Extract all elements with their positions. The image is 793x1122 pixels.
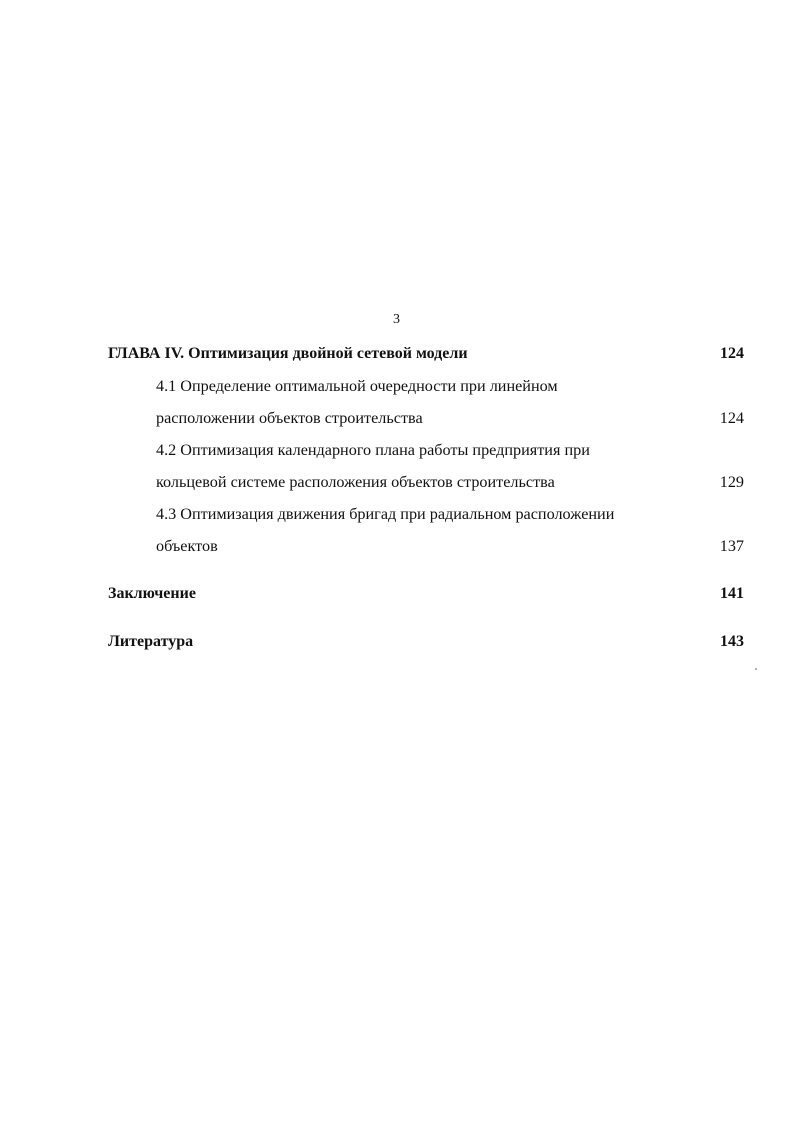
toc-entry-page: 124 bbox=[719, 409, 744, 427]
toc-entry-chapter-4[interactable] bbox=[108, 338, 744, 370]
toc-entry-page: 137 bbox=[719, 537, 744, 555]
toc-entry-title: ГЛАВА IV. Оптимизация двойной сетевой модели bbox=[108, 345, 468, 362]
spacer bbox=[108, 562, 744, 578]
toc-entry-section-4-2[interactable] bbox=[108, 466, 744, 498]
table-of-contents bbox=[108, 338, 744, 658]
toc-entry-title: кольцевой системе расположения объектов строительства bbox=[156, 473, 555, 491]
toc-entry-section-4-1-line1[interactable]: 4.1 Определение оптимальной очередности при линейном bbox=[156, 377, 558, 395]
toc-entry-title: Заключение bbox=[108, 585, 196, 602]
page-number: 3 bbox=[393, 312, 400, 327]
toc-entry-page: 124 bbox=[720, 345, 744, 362]
toc-entry-section-4-3[interactable] bbox=[108, 530, 744, 562]
toc-entry-page: 129 bbox=[719, 473, 744, 491]
toc-entry-section-4-1[interactable] bbox=[108, 402, 744, 434]
toc-entry-conclusion[interactable] bbox=[108, 578, 744, 610]
toc-entry-literature[interactable] bbox=[108, 626, 744, 658]
toc-entry-section-4-2-line1[interactable]: 4.2 Оптимизация календарного плана работы предприятия при bbox=[156, 441, 590, 459]
toc-entry-title: объектов bbox=[156, 537, 218, 555]
toc-entry-title: расположении объектов строительства bbox=[156, 409, 423, 427]
toc-entry-page: 141 bbox=[720, 585, 744, 602]
toc-entry-section-4-3-line1[interactable]: 4.3 Оптимизация движения бригад при радиальном расположении bbox=[156, 505, 615, 523]
scan-speck bbox=[755, 668, 757, 670]
toc-entry-page: 143 bbox=[720, 633, 744, 650]
spacer bbox=[108, 610, 744, 626]
toc-entry-title: Литература bbox=[108, 633, 194, 650]
